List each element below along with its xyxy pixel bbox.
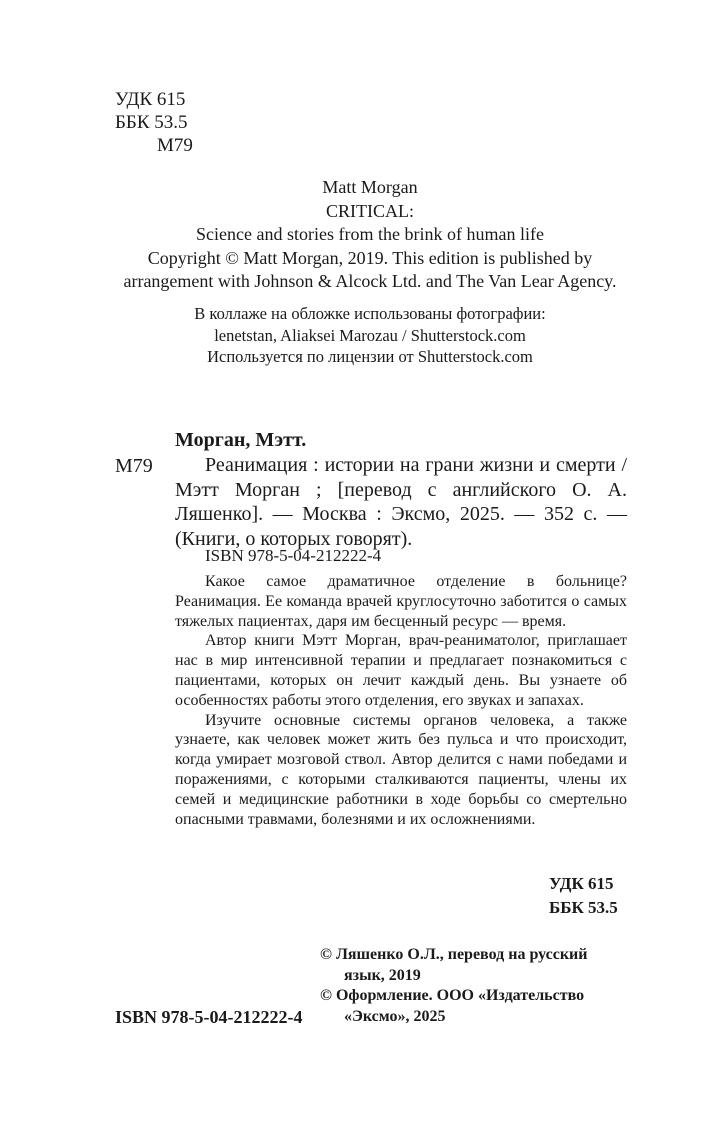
bottom-udk-code: УДК 615 (549, 874, 614, 893)
bbk-code: ББК 53.5 (115, 112, 188, 133)
annotation-paragraph: Какое самое драматичное отделение в больнице? Реанимация. Ее команда врачей круглосуточно заботится о самых тяжелых пациентах, даря им бесценный ресурс — время. (175, 573, 627, 630)
original-title: CRITICAL: (326, 200, 414, 221)
description-text: Реанимация : истории на грани жизни и смерти / Мэтт Морган ; [перевод с английского О. А. Ляшенко]. — Москва : Эксмо, 2025. — 352 с. — (Книги, о которых говорят). (175, 454, 627, 550)
photo-credit-line-3: Используется по лицензии от Shutterstock.com (207, 347, 533, 366)
design-copyright: © Оформление. ООО «Издательство «Эксмо», 2025 (320, 987, 585, 1025)
record-author-mark: М79 (115, 455, 153, 477)
bottom-classification-block (549, 872, 618, 920)
copyright-line-1: Copyright © Matt Morgan, 2019. This edition is published by (147, 247, 593, 268)
record-author-heading: Морган, Мэтт. (175, 429, 307, 451)
photo-credits-block (110, 303, 630, 368)
copyright-block (320, 945, 630, 1027)
classification-block (115, 88, 193, 157)
isbn-bottom: ISBN 978-5-04-212222-4 (115, 1007, 303, 1027)
bibliographic-description (175, 453, 627, 551)
bottom-bbk-code: ББК 53.5 (549, 898, 618, 917)
photo-credit-line-2: lenetstan, Aliaksei Marozau / Shutterstock.com (214, 325, 526, 345)
annotation-paragraph: Автор книги Мэтт Морган, врач-реаниматолог, приглашает нас в мир интенсивной терапии и предлагает познакомиться с пациентами, которых он лечит каждый день. Вы узнаете об особенностях работы этого отделения, его звуках и запахах. (175, 632, 627, 709)
annotation-block (175, 572, 627, 829)
original-author: Matt Morgan (322, 177, 418, 197)
original-subtitle: Science and stories from the brink of human life (196, 224, 544, 244)
translation-copyright: © Ляшенко О.Л., перевод на русский язык, 2019 (320, 946, 588, 984)
original-edition-block (110, 176, 630, 294)
record-isbn: ISBN 978-5-04-212222-4 (205, 546, 382, 565)
copyright-line-2: arrangement with Johnson & Alcock Ltd. and The Van Lear Agency. (123, 271, 617, 291)
udk-code: УДК 615 (115, 89, 186, 110)
author-mark: М79 (157, 135, 193, 156)
photo-credit-line-1: В коллаже на обложке использованы фотографии: (194, 304, 546, 323)
annotation-paragraph: Изучите основные системы органов человека, а также узнаете, как человек может жить без пульса и что происходит, когда умирает мозговой ствол. Автор делится с нами победами и поражениями, с которыми сталкиваются пациенты, члены их семей и медицинские работники в ходе борьбы со смертельно опасными травмами, болезнями и их осложнениями. (175, 711, 627, 828)
